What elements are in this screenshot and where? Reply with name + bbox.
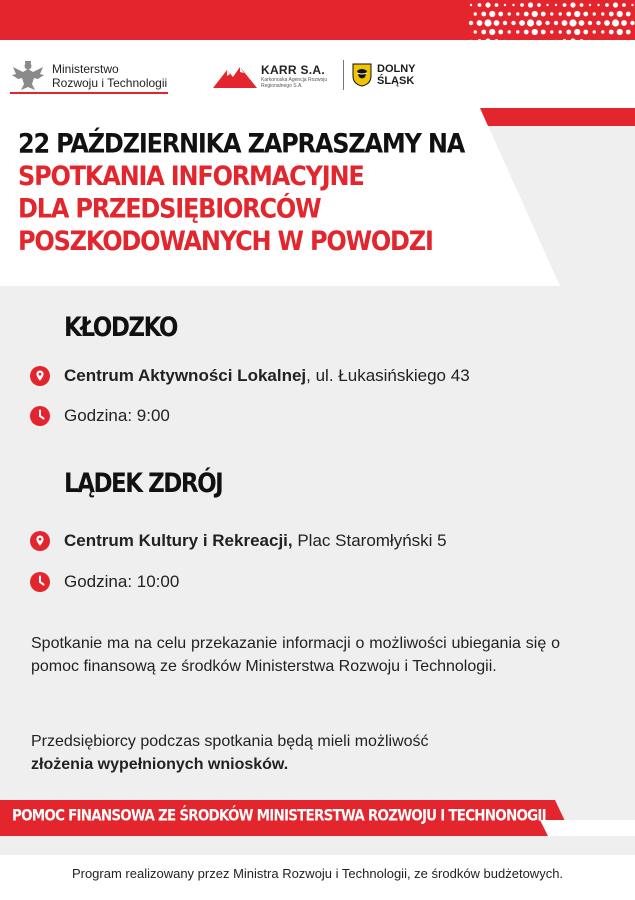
halftone-dot: [477, 20, 483, 26]
halftone-dot: [484, 19, 491, 26]
halftone-dot: [474, 12, 477, 15]
info-paragraph-2: [31, 730, 560, 776]
halftone-dot: [527, 19, 534, 26]
halftone-dot: [601, 12, 604, 15]
clock-icon: [30, 572, 50, 592]
halftone-dot: [613, 2, 618, 7]
city-heading-klodzko: KŁODZKO: [64, 313, 177, 343]
halftone-dot: [588, 21, 592, 25]
halftone-dot: [550, 30, 553, 33]
halftone-dot: [630, 21, 634, 25]
event-2-time: Godzina: 10:00: [64, 572, 180, 591]
halftone-dot: [570, 2, 575, 7]
halftone-dot: [626, 30, 631, 35]
halftone-dot: [609, 12, 614, 17]
info-paragraph-2-bold: złożenia wypełnionych wniosków.: [31, 756, 289, 773]
halftone-dot: [593, 12, 596, 15]
event-1-venue: Centrum Aktywności Lokalnej: [64, 366, 307, 385]
halftone-dot: [622, 3, 626, 7]
info-paragraph-2-start: Przedsiębiorcy podczas spotkania będą mieli możliwość: [31, 733, 429, 750]
ministry-logo: [10, 56, 175, 96]
halftone-dot: [559, 12, 562, 15]
event-1-time: Godzina: 9:00: [64, 406, 170, 425]
halftone-dot: [621, 20, 627, 26]
halftone-dot: [569, 19, 576, 26]
halftone-dot: [524, 30, 529, 35]
halftone-dot: [546, 4, 548, 6]
halftone-dot: [574, 11, 580, 17]
ministry-name-line1: Ministerstwo: [52, 62, 119, 76]
halftone-dot: [596, 21, 600, 25]
halftone-dot: [511, 21, 515, 25]
halftone-dot: [605, 3, 609, 7]
halftone-dot: [609, 30, 614, 35]
halftone-dot: [532, 29, 538, 35]
halftone-dot: [583, 12, 588, 17]
karr-name: KARR S.A.: [261, 63, 326, 77]
halftone-dot: [470, 4, 472, 6]
halftone-dot: [597, 4, 599, 6]
event-2-address: Plac Staromłyński 5: [292, 531, 447, 550]
halftone-dot: [489, 11, 495, 17]
halftone-dot: [612, 19, 619, 26]
halftone-dot: [579, 20, 585, 26]
title-line-4: POSZKODOWANYCH W POWODZI: [18, 225, 433, 257]
halftone-dot: [516, 12, 519, 15]
karr-subtitle: Karkonoska Agencja Rozwoju Regionalnego S.A.: [261, 77, 328, 89]
logo-separator: [343, 60, 344, 90]
dolny-slask-crest-icon: [352, 63, 372, 87]
location-pin-icon: [30, 531, 50, 551]
halftone-dot: [503, 21, 507, 25]
halftone-dot: [516, 30, 519, 33]
halftone-dot: [580, 3, 584, 7]
ministry-name-line2: Rozwoju i Technologii: [52, 76, 168, 90]
halftone-dot: [524, 12, 529, 17]
halftone-dot: [562, 20, 568, 26]
halftone-dot: [589, 4, 591, 6]
karr-logo: [213, 58, 341, 94]
city-heading-ladek-zdroj: LĄDEK ZDRÓJ: [64, 469, 223, 499]
halftone-dot: [508, 12, 511, 15]
halftone-dot: [520, 3, 524, 7]
halftone-dot: [583, 30, 588, 35]
halftone-dot: [474, 30, 477, 33]
halftone-dot: [512, 4, 514, 6]
halftone-dot: [626, 12, 631, 17]
halftone-dot: [555, 4, 557, 6]
halftone-dot: [481, 30, 486, 35]
halftone-dot: [478, 3, 482, 7]
halftone-dot: [498, 12, 503, 17]
halftone-dot: [574, 29, 580, 35]
halftone-dot: [528, 2, 533, 7]
halftone-dot: [495, 3, 499, 7]
footer-text: Program realizowany przez Ministra Rozwoju i Technologii, ze środków budżetowych.: [71, 866, 564, 881]
title-line-3: DLA PRZEDSIĘBIORCÓW: [18, 192, 321, 225]
halftone-dot: [481, 12, 486, 17]
halftone-dot: [601, 30, 604, 33]
halftone-dot: [545, 21, 549, 25]
title-line-1: 22 PAŹDZIERNIKA ZAPRASZAMY NA: [18, 128, 465, 160]
event-2-venue-row: [30, 531, 447, 551]
page-title: [18, 128, 538, 258]
event-2-time-row: [30, 572, 179, 592]
halftone-dot: [536, 20, 542, 26]
halftone-dot: [617, 29, 623, 35]
halftone-dot: [541, 30, 546, 35]
halftone-dot: [504, 4, 506, 6]
location-pin-icon: [30, 366, 50, 386]
halftone-dot: [537, 3, 541, 7]
dolny-slask-logo: [352, 60, 416, 90]
halftone-dot: [604, 20, 610, 26]
halftone-dot: [563, 3, 567, 7]
halftone-dot: [566, 12, 571, 17]
ministry-logo-underline: [10, 92, 168, 94]
clock-icon: [30, 406, 50, 426]
dolny-slask-line2: ŚLĄSK: [377, 75, 415, 87]
event-1-time-row: [30, 406, 170, 426]
halftone-dot: [494, 20, 500, 26]
event-1-venue-row: [30, 366, 470, 386]
karr-mountain-icon: [213, 64, 257, 88]
halftone-dot: [469, 21, 473, 25]
halftone-dot: [559, 30, 562, 33]
event-1-address: , ul. Łukasińskiego 43: [306, 366, 470, 385]
info-paragraph-1: Spotkanie ma na celu przekazanie informacji o możliwości ubiegania się o pomoc finansową ze środków Ministerstwa Rozwoju i Technologii.: [31, 635, 560, 675]
title-line-2: SPOTKANIA INFORMACYJNE: [18, 160, 364, 192]
eagle-emblem-icon: [10, 58, 46, 94]
halftone-dot: [617, 11, 623, 17]
halftone-dot: [508, 30, 511, 33]
halftone-dot: [498, 30, 503, 35]
halftone-dot: [489, 29, 495, 35]
halftone-dot: [593, 30, 596, 33]
halftone-dot: [550, 12, 553, 15]
event-2-venue: Centrum Kultury i Rekreacji,: [64, 531, 293, 550]
halftone-dot: [566, 30, 571, 35]
bottom-banner-text: POMOC FINANSOWA ZE ŚRODKÓW MINISTERSTWA ROZWOJU I TECHNONOGII: [12, 806, 546, 826]
halftone-dot: [541, 12, 546, 17]
halftone-dot: [554, 21, 558, 25]
halftone-dot: [532, 11, 538, 17]
dolny-slask-line1: DOLNY: [377, 63, 416, 75]
halftone-dot: [519, 20, 525, 26]
halftone-dot: [631, 4, 633, 6]
halftone-dot: [485, 2, 490, 7]
